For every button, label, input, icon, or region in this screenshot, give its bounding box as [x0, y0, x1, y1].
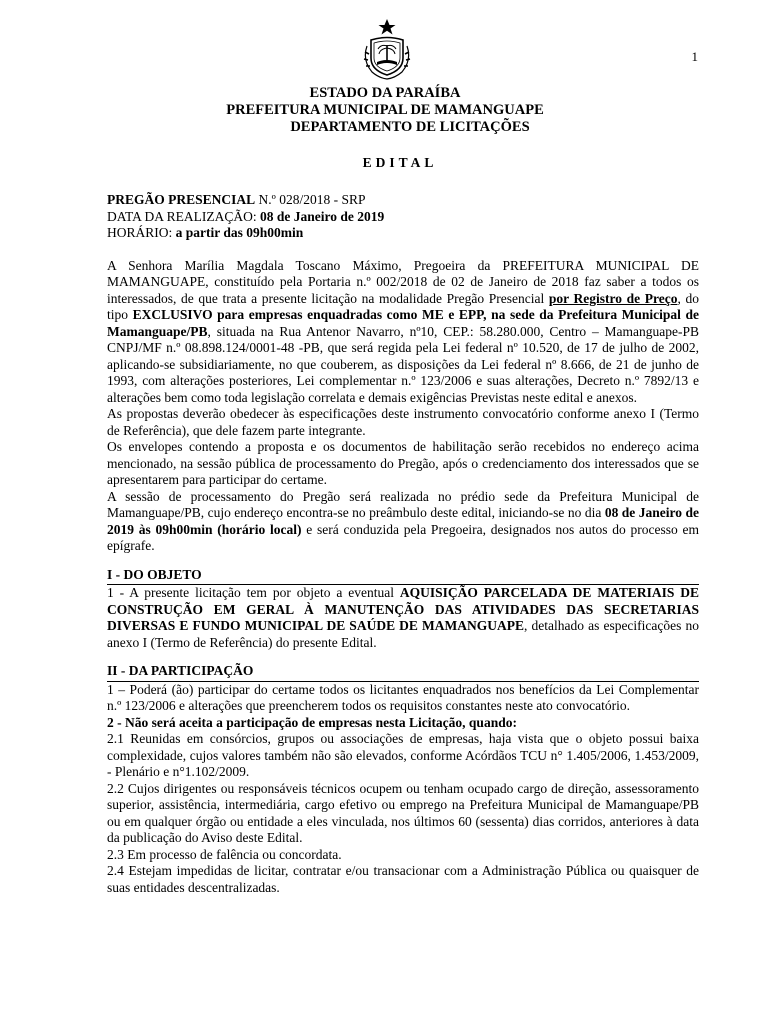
section-objeto-title: I - DO OBJETO: [107, 566, 202, 582]
participacao-item-2-text: 2 - Não será aceita a participação de empresas nesta Licitação, quando:: [107, 714, 517, 730]
sessao-date: 08 de Janeiro de 2019 às 09h00min (horário local): [107, 505, 699, 537]
preamble-exclusivo: EXCLUSIVO para empresas enquadradas como ME e EPP, na sede da Prefeitura Municipal de Mamanguape/PB: [107, 307, 699, 339]
sessao-paragraph: [107, 489, 699, 555]
horario-value: a partir das 09h00min: [175, 225, 304, 240]
participacao-item-2-4: 2.4 Estejam impedidas de licitar, contratar e/ou transacionar com a Administração Pública ou quaisquer de suas entidades descentralizadas.: [107, 863, 699, 895]
data-line: [107, 209, 699, 226]
objeto-paragraph: [107, 585, 699, 651]
pregao-value: N.º 028/2018 - SRP: [255, 192, 366, 207]
data-value: 08 de Janeiro de 2019: [260, 208, 385, 224]
preamble-registro-preco: por Registro de Preço: [548, 290, 678, 306]
page-number: 1: [691, 49, 698, 64]
preamble-paragraph: [107, 258, 699, 407]
sessao-text-2: e será conduzida pela Pregoeira, designados nos autos do processo em epígrafe.: [107, 521, 699, 553]
propostas-paragraph: As propostas deverão obedecer às especificações deste instrumento convocatório conforme anexo I (Termo de Referência), que dele fazem parte integrante.: [107, 406, 699, 438]
participacao-item-1: 1 – Poderá (ão) participar do certame todos os licitantes enquadrados nos benefícios da Lei Complementar n.º 123/2006 e alterações que preencherem todos os requisitos constantes neste ato convocatório.: [107, 681, 699, 713]
header-department: DEPARTAMENTO DE LICITAÇÕES: [290, 119, 530, 135]
objeto-text-2: , detalhado as especificações no anexo I (Termo de Referência) do presente Edital.: [107, 618, 700, 650]
horario-line: [107, 225, 699, 242]
section-participacao-title: II - DA PARTICIPAÇÃO: [107, 663, 254, 678]
horario-label: HORÁRIO:: [107, 225, 176, 240]
data-label: DATA DA REALIZAÇÃO:: [107, 208, 261, 224]
objeto-text-1: 1 - A presente licitação tem por objeto a eventual: [107, 585, 400, 600]
participacao-item-2-2: 2.2 Cujos dirigentes ou responsáveis técnicos ocupem ou tenham ocupado cargo de direção, assessoramento superior, assistência, intermediária, cargo efetivo ou emprego na Prefeitura Municipal de Mamanguape/PB ou em qualquer órgão ou entidade a eles vinculada, nos últimos 60 (sessenta) dias corridos, anteriores à data da publicação do Aviso deste Edital.: [107, 780, 699, 845]
pregao-label: PREGÃO PRESENCIAL: [107, 192, 256, 207]
participacao-item-2-1: 2.1 Reunidas em consórcios, grupos ou associações de empresas, haja vista que o objeto possui baixa complexidade, cujos valores também não são elevados, conforme Acórdãos TCU n° 1.405/2006, 1.453/2009, - Plenário e n°1.102/2009.: [107, 731, 699, 779]
objeto-description: AQUISIÇÃO PARCELADA DE MATERIAIS DE CONSTRUÇÃO EM GERAL À MANUTENÇÃO DAS ATIVIDADES DAS SECRETARIAS DIVERSAS E FUNDO MUNICIPAL DE SAÚDE DE MAMANGUAPE: [107, 585, 699, 633]
sessao-text-1: A sessão de processamento do Pregão será realizada no prédio sede da Prefeitura Municipal de Mamanguape/PB, cujo endereço encontra-se no preâmbulo deste edital, iniciando-se no dia: [107, 488, 699, 520]
header-prefeitura: PREFEITURA MUNICIPAL DE MAMANGUAPE: [226, 102, 544, 118]
participacao-item-2: [107, 715, 699, 732]
preamble-text-3: , situada na Rua Antenor Navarro, nº10, CEP.: 58.280.000, Centro – Mamanguape-PB CNPJ/MF n.º 08.898.124/0001-48 -PB, que será regida pela Lei federal nº 10.520, de 17 de julho de 2002, aplicando-se subsidiariamente, no que couberem, as disposições da Lei federal nº 8.666, de 21 de junho de 1993, com alterações posteriores, Lei complementar n.º 123/2006 e suas alterações, Decreto n.º 7892/13 e alterações bem como toda legislação correlata e demais exigências Previstas neste edital e anexos.: [107, 323, 699, 405]
participacao-item-2-3: 2.3 Em processo de falência ou concordata.: [107, 846, 342, 862]
document-body: [107, 192, 699, 896]
preamble-text-1: A Senhora Marília Magdala Toscano Máximo, Pregoeira da PREFEITURA MUNICIPAL DE MAMANGUAPE, constituído pela Portaria n.º 002/2018 de 02 de Janeiro de 2018 faz saber a todos os interessados, de que trata a presente licitação na modalidade Pregão Presencial: [107, 257, 699, 306]
preamble-text-2: , do tipo: [107, 290, 700, 322]
pregao-line: [107, 192, 699, 209]
edital-title: EDITAL: [362, 155, 438, 170]
state-coat-of-arms-icon: [357, 18, 417, 82]
header-state: ESTADO DA PARAÍBA: [309, 85, 461, 101]
document-header: [0, 85, 770, 136]
envelopes-paragraph: Os envelopes contendo a proposta e os documentos de habilitação serão recebidos no endereço acima mencionado, na sessão pública de processamento do Pregão, após o credenciamento dos interessados que se apresentarem para participar do certame.: [107, 439, 699, 487]
